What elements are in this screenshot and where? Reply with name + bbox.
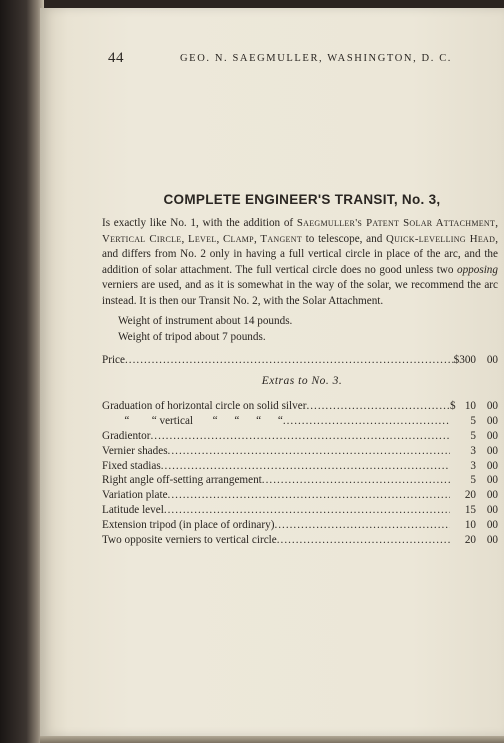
intro-text: , bbox=[216, 232, 223, 245]
intro-smallcaps: Vertical Circle bbox=[102, 232, 182, 245]
intro-smallcaps: Quick-levelling Head bbox=[386, 232, 496, 245]
extras-row bbox=[102, 504, 498, 519]
extras-cents: 00 bbox=[486, 474, 498, 487]
extras-amount: 20 bbox=[464, 489, 476, 502]
extras-label: “ “ vertical “ “ “ “ bbox=[102, 414, 283, 427]
intro-text: to telescope, and bbox=[302, 232, 386, 245]
extras-label: Gradientor bbox=[102, 429, 151, 442]
extras-cents: 00 bbox=[486, 489, 498, 502]
extras-cents: 00 bbox=[486, 459, 498, 472]
extras-label: Latitude level bbox=[102, 504, 164, 517]
intro-paragraph bbox=[102, 216, 498, 310]
extras-label: Graduation of horizontal circle on solid silver bbox=[102, 400, 307, 412]
price-label: Price bbox=[102, 354, 125, 366]
extras-label: Right angle off-setting arrangement bbox=[102, 474, 262, 487]
book-binding bbox=[0, 0, 44, 743]
extras-cents: 00 bbox=[486, 414, 498, 427]
extras-row bbox=[102, 400, 498, 415]
extras-cents: 00 bbox=[486, 534, 498, 547]
extras-row bbox=[102, 534, 498, 549]
intro-text: verniers are used, and as it is somewhat in the way of the solar, we recommend the arc instead. It is then our Transit No. 2, with the Solar Attachment. bbox=[102, 279, 498, 307]
extras-row bbox=[102, 415, 498, 430]
extras-row bbox=[102, 489, 498, 504]
extras-amount: 5 bbox=[470, 429, 476, 442]
price-cents: 00 bbox=[486, 354, 498, 366]
publisher-header: GEO. N. SAEGMULLER, WASHINGTON, D. C. bbox=[180, 53, 453, 64]
page-number: 44 bbox=[108, 50, 124, 66]
extras-amount: 3 bbox=[470, 444, 476, 457]
extras-row bbox=[102, 474, 498, 489]
extras-label: Variation plate bbox=[102, 489, 168, 502]
extras-cents: 00 bbox=[486, 504, 498, 517]
dot-leader bbox=[283, 415, 450, 427]
book-page bbox=[40, 8, 504, 736]
extras-amount: 15 bbox=[464, 504, 476, 517]
intro-smallcaps: Clamp bbox=[223, 232, 254, 245]
dot-leader bbox=[277, 534, 450, 546]
intro-smallcaps: Level bbox=[187, 232, 217, 245]
extras-amount: 20 bbox=[464, 534, 476, 547]
weights-block bbox=[118, 314, 292, 345]
extras-list bbox=[102, 400, 498, 549]
tripod-weight: Weight of tripod about 7 pounds. bbox=[118, 330, 266, 343]
extras-title: Extras to No. 3. bbox=[261, 375, 343, 387]
intro-text: , bbox=[253, 232, 261, 245]
extras-label: Two opposite verniers to vertical circle bbox=[102, 534, 277, 547]
dot-leader bbox=[168, 489, 450, 501]
intro-text: , and differs from No. 2 only in having a full vertical circle in place of the arc, and the addition of solar attachment. The full vertical circle does no good unless two bbox=[102, 232, 498, 276]
extras-label: Vernier shades bbox=[102, 444, 168, 457]
intro-text: Is exactly like No. 1, with the addition of bbox=[102, 217, 297, 229]
extras-amount: 5 bbox=[470, 414, 476, 427]
dot-leader bbox=[168, 445, 450, 457]
extras-dollar: $ bbox=[450, 400, 456, 412]
intro-text: , bbox=[181, 232, 188, 245]
extras-row bbox=[102, 430, 498, 445]
extras-row bbox=[102, 519, 498, 534]
extras-label: Extension tripod (in place of ordinary) bbox=[102, 519, 275, 532]
price-amount: $300 bbox=[453, 354, 476, 366]
running-head bbox=[40, 50, 504, 70]
extras-label: Fixed stadias bbox=[102, 459, 161, 472]
extras-cents: 00 bbox=[486, 519, 498, 532]
dot-leader bbox=[262, 474, 450, 486]
dot-leader bbox=[150, 430, 450, 442]
extras-amount: 5 bbox=[470, 474, 476, 487]
extras-amount: 3 bbox=[470, 459, 476, 472]
extras-amount: 10 bbox=[464, 519, 476, 532]
dot-leader bbox=[164, 504, 450, 516]
extras-amount: 10 bbox=[464, 400, 476, 412]
extras-cents: 00 bbox=[486, 429, 498, 442]
dot-leader bbox=[306, 400, 450, 412]
dot-leader bbox=[274, 519, 450, 531]
extras-cents: 00 bbox=[486, 400, 498, 412]
instrument-weight: Weight of instrument about 14 pounds. bbox=[118, 315, 293, 327]
intro-text: , bbox=[495, 217, 498, 229]
extras-cents: 00 bbox=[486, 444, 498, 457]
dot-leader bbox=[161, 460, 450, 472]
section-heading: COMPLETE ENGINEER'S TRANSIT, No. 3, bbox=[163, 192, 441, 207]
intro-italic: opposing bbox=[456, 263, 498, 276]
intro-smallcaps: Saegmuller's Patent Solar Attachment bbox=[296, 217, 496, 229]
price-line bbox=[102, 354, 498, 370]
dot-leader bbox=[125, 354, 454, 366]
extras-row bbox=[102, 445, 498, 460]
intro-smallcaps: Tangent bbox=[260, 232, 302, 245]
extras-row bbox=[102, 460, 498, 475]
